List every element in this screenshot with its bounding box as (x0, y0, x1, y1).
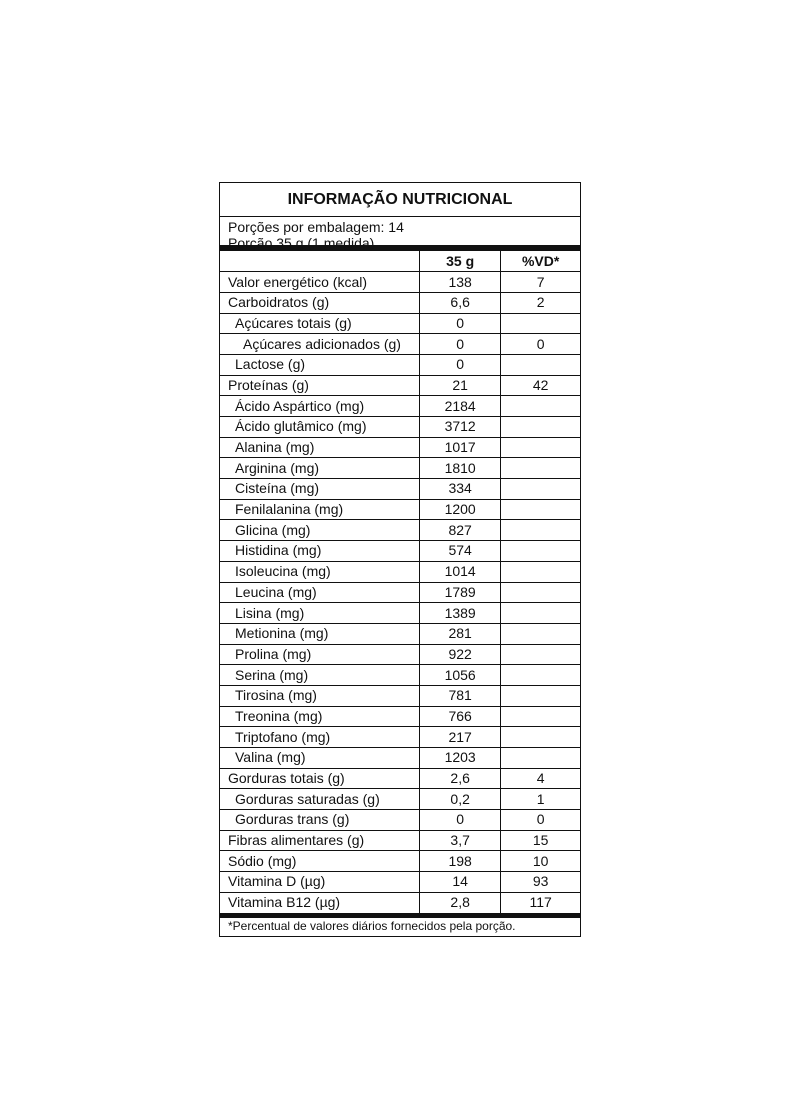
nutrient-amount: 198 (420, 851, 501, 872)
nutrient-name: Gorduras totais (g) (220, 768, 420, 789)
serving-size: Porção 35 g (1 medida) (228, 235, 375, 251)
nutrient-daily-value: 7 (501, 272, 580, 293)
nutrient-name: Glicina (mg) (220, 520, 420, 541)
table-row (220, 541, 580, 562)
nutrient-daily-value: 1 (501, 789, 580, 810)
nutrient-daily-value (501, 458, 580, 479)
nutrient-daily-value (501, 623, 580, 644)
nutrient-name: Gorduras saturadas (g) (220, 789, 420, 810)
nutrient-name: Leucina (mg) (220, 582, 420, 603)
table-row (220, 665, 580, 686)
table-row (220, 748, 580, 769)
table-row (220, 872, 580, 893)
label-title: INFORMAÇÃO NUTRICIONAL (220, 183, 580, 217)
nutrient-name: Histidina (mg) (220, 541, 420, 562)
nutrition-table (220, 251, 580, 913)
nutrient-amount: 1014 (420, 561, 501, 582)
nutrient-daily-value: 15 (501, 830, 580, 851)
nutrient-amount: 138 (420, 272, 501, 293)
nutrient-daily-value: 0 (501, 810, 580, 831)
nutrient-daily-value: 4 (501, 768, 580, 789)
table-row (220, 727, 580, 748)
nutrient-amount: 21 (420, 375, 501, 396)
nutrient-daily-value: 2 (501, 292, 580, 313)
nutrient-daily-value (501, 313, 580, 334)
nutrient-amount: 0 (420, 354, 501, 375)
table-row (220, 706, 580, 727)
table-row (220, 396, 580, 417)
table-row (220, 520, 580, 541)
table-row (220, 685, 580, 706)
nutrient-name: Serina (mg) (220, 665, 420, 686)
table-row (220, 603, 580, 624)
nutrient-name: Treonina (mg) (220, 706, 420, 727)
table-row (220, 789, 580, 810)
nutrient-amount: 1203 (420, 748, 501, 769)
nutrient-name: Arginina (mg) (220, 458, 420, 479)
nutrient-daily-value (501, 748, 580, 769)
nutrient-amount: 2,8 (420, 892, 501, 913)
nutrient-amount: 1810 (420, 458, 501, 479)
nutrient-daily-value (501, 520, 580, 541)
nutrient-daily-value: 93 (501, 872, 580, 893)
nutrient-name: Ácido glutâmico (mg) (220, 417, 420, 438)
nutrient-daily-value (501, 706, 580, 727)
nutrient-daily-value: 117 (501, 892, 580, 913)
nutrient-name: Isoleucina (mg) (220, 561, 420, 582)
nutrient-name: Fenilalanina (mg) (220, 499, 420, 520)
nutrient-daily-value (501, 644, 580, 665)
nutrient-amount: 827 (420, 520, 501, 541)
nutrient-daily-value (501, 561, 580, 582)
nutrient-daily-value (501, 727, 580, 748)
table-row (220, 851, 580, 872)
table-row (220, 313, 580, 334)
nutrient-amount: 1389 (420, 603, 501, 624)
nutrition-facts-label (219, 182, 581, 937)
table-row (220, 437, 580, 458)
table-row (220, 417, 580, 438)
nutrient-daily-value (501, 479, 580, 500)
nutrient-amount: 0 (420, 334, 501, 355)
nutrient-name: Metionina (mg) (220, 623, 420, 644)
nutrient-name: Tirosina (mg) (220, 685, 420, 706)
table-row (220, 623, 580, 644)
nutrient-name: Proteínas (g) (220, 375, 420, 396)
nutrient-amount: 14 (420, 872, 501, 893)
nutrient-name: Valor energético (kcal) (220, 272, 420, 293)
nutrient-daily-value (501, 665, 580, 686)
nutrient-name: Valina (mg) (220, 748, 420, 769)
table-row (220, 334, 580, 355)
nutrient-name: Açúcares totais (g) (220, 313, 420, 334)
nutrient-amount: 1200 (420, 499, 501, 520)
nutrient-daily-value: 42 (501, 375, 580, 396)
nutrient-amount: 766 (420, 706, 501, 727)
table-row (220, 458, 580, 479)
nutrient-amount: 6,6 (420, 292, 501, 313)
header-portion-cell: 35 g (420, 251, 501, 272)
nutrient-amount: 3712 (420, 417, 501, 438)
nutrient-amount: 3,7 (420, 830, 501, 851)
nutrient-name: Sódio (mg) (220, 851, 420, 872)
nutrient-amount: 2,6 (420, 768, 501, 789)
nutrient-daily-value: 0 (501, 334, 580, 355)
serving-info (220, 217, 580, 251)
table-row (220, 644, 580, 665)
nutrient-name: Carboidratos (g) (220, 292, 420, 313)
nutrient-name: Ácido Aspártico (mg) (220, 396, 420, 417)
nutrient-amount: 1789 (420, 582, 501, 603)
nutrient-daily-value: 10 (501, 851, 580, 872)
nutrient-daily-value (501, 354, 580, 375)
nutrient-daily-value (501, 437, 580, 458)
nutrient-name: Açúcares adicionados (g) (220, 334, 420, 355)
nutrient-name: Triptofano (mg) (220, 727, 420, 748)
nutrient-amount: 0 (420, 313, 501, 334)
nutrient-name: Lactose (g) (220, 354, 420, 375)
table-row (220, 810, 580, 831)
footnote: *Percentual de valores diários fornecidos pela porção. (220, 913, 580, 936)
nutrient-daily-value (501, 417, 580, 438)
nutrient-name: Alanina (mg) (220, 437, 420, 458)
table-row (220, 830, 580, 851)
table-row (220, 892, 580, 913)
nutrient-daily-value (501, 582, 580, 603)
table-row (220, 768, 580, 789)
nutrient-amount: 1017 (420, 437, 501, 458)
header-daily-value-cell: %VD* (501, 251, 580, 272)
nutrient-name: Vitamina B12 (µg) (220, 892, 420, 913)
servings-per-package: Porções por embalagem: 14 (228, 219, 404, 235)
nutrient-daily-value (501, 396, 580, 417)
nutrient-name: Lisina (mg) (220, 603, 420, 624)
nutrient-amount: 574 (420, 541, 501, 562)
nutrient-amount: 922 (420, 644, 501, 665)
table-row (220, 499, 580, 520)
header-name-cell (220, 251, 420, 272)
table-row (220, 272, 580, 293)
nutrient-name: Prolina (mg) (220, 644, 420, 665)
nutrient-amount: 1056 (420, 665, 501, 686)
table-row (220, 561, 580, 582)
table-row (220, 582, 580, 603)
nutrient-name: Cisteína (mg) (220, 479, 420, 500)
table-row (220, 354, 580, 375)
nutrient-daily-value (501, 541, 580, 562)
nutrient-name: Gorduras trans (g) (220, 810, 420, 831)
nutrient-name: Fibras alimentares (g) (220, 830, 420, 851)
nutrient-amount: 781 (420, 685, 501, 706)
table-row (220, 375, 580, 396)
nutrient-daily-value (501, 499, 580, 520)
nutrient-amount: 217 (420, 727, 501, 748)
nutrient-amount: 0,2 (420, 789, 501, 810)
table-row (220, 292, 580, 313)
nutrient-amount: 2184 (420, 396, 501, 417)
nutrient-daily-value (501, 685, 580, 706)
nutrient-amount: 0 (420, 810, 501, 831)
table-row (220, 479, 580, 500)
nutrient-amount: 334 (420, 479, 501, 500)
nutrient-amount: 281 (420, 623, 501, 644)
table-header-row (220, 251, 580, 272)
nutrient-name: Vitamina D (µg) (220, 872, 420, 893)
nutrition-table-body (220, 251, 580, 913)
nutrient-daily-value (501, 603, 580, 624)
